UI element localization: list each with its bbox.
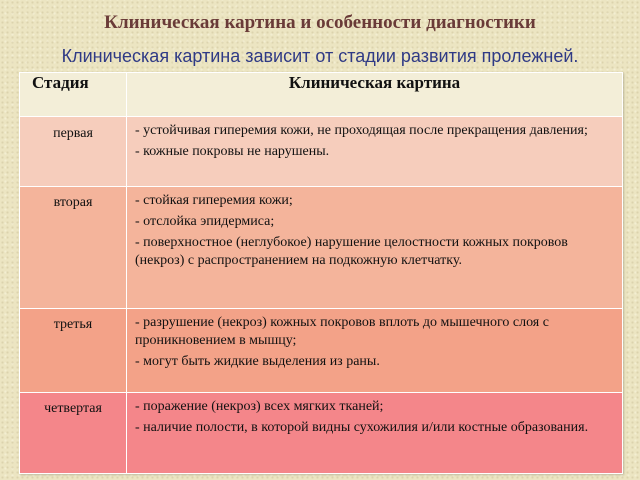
stage-cell: третья xyxy=(20,309,127,393)
stages-table xyxy=(19,72,623,474)
symptom-item: - отслойка эпидермиса; xyxy=(135,214,275,229)
column-header-clinical-picture: Клиническая картина xyxy=(127,73,623,117)
stage-cell: первая xyxy=(20,117,127,187)
symptom-item: - разрушение (некроз) кожных покровов вплоть до мышечного слоя с проникновением в мышцу; xyxy=(135,315,549,348)
symptom-item: - поверхностное (неглубокое) нарушение целостности кожных покровов (некроз) с распространением на подкожную клетчатку. xyxy=(135,235,568,268)
table-header-row xyxy=(20,73,623,117)
table-row xyxy=(20,187,623,309)
description-cell xyxy=(127,309,623,393)
symptom-item: - могут быть жидкие выделения из раны. xyxy=(135,354,380,369)
symptom-item: - стойкая гиперемия кожи; xyxy=(135,193,293,208)
description-cell xyxy=(127,117,623,187)
stage-cell: вторая xyxy=(20,187,127,309)
slide-subtitle: Клиническая картина зависит от стадии развития пролежней. xyxy=(61,46,579,66)
slide-title: Клиническая картина и особенности диагностики xyxy=(104,12,536,33)
description-cell xyxy=(127,393,623,474)
table-row xyxy=(20,117,623,187)
symptom-item: - кожные покровы не нарушены. xyxy=(135,144,330,159)
description-cell xyxy=(127,187,623,309)
table-row xyxy=(20,393,623,474)
stage-cell: четвертая xyxy=(20,393,127,474)
table-row xyxy=(20,309,623,393)
symptom-item: - устойчивая гиперемия кожи, не проходящая после прекращения давления; xyxy=(135,123,588,138)
symptom-item: - наличие полости, в которой видны сухожилия и/или костные образования. xyxy=(135,420,589,435)
column-header-stage: Стадия xyxy=(20,73,127,117)
symptom-item: - поражение (некроз) всех мягких тканей; xyxy=(135,399,384,414)
